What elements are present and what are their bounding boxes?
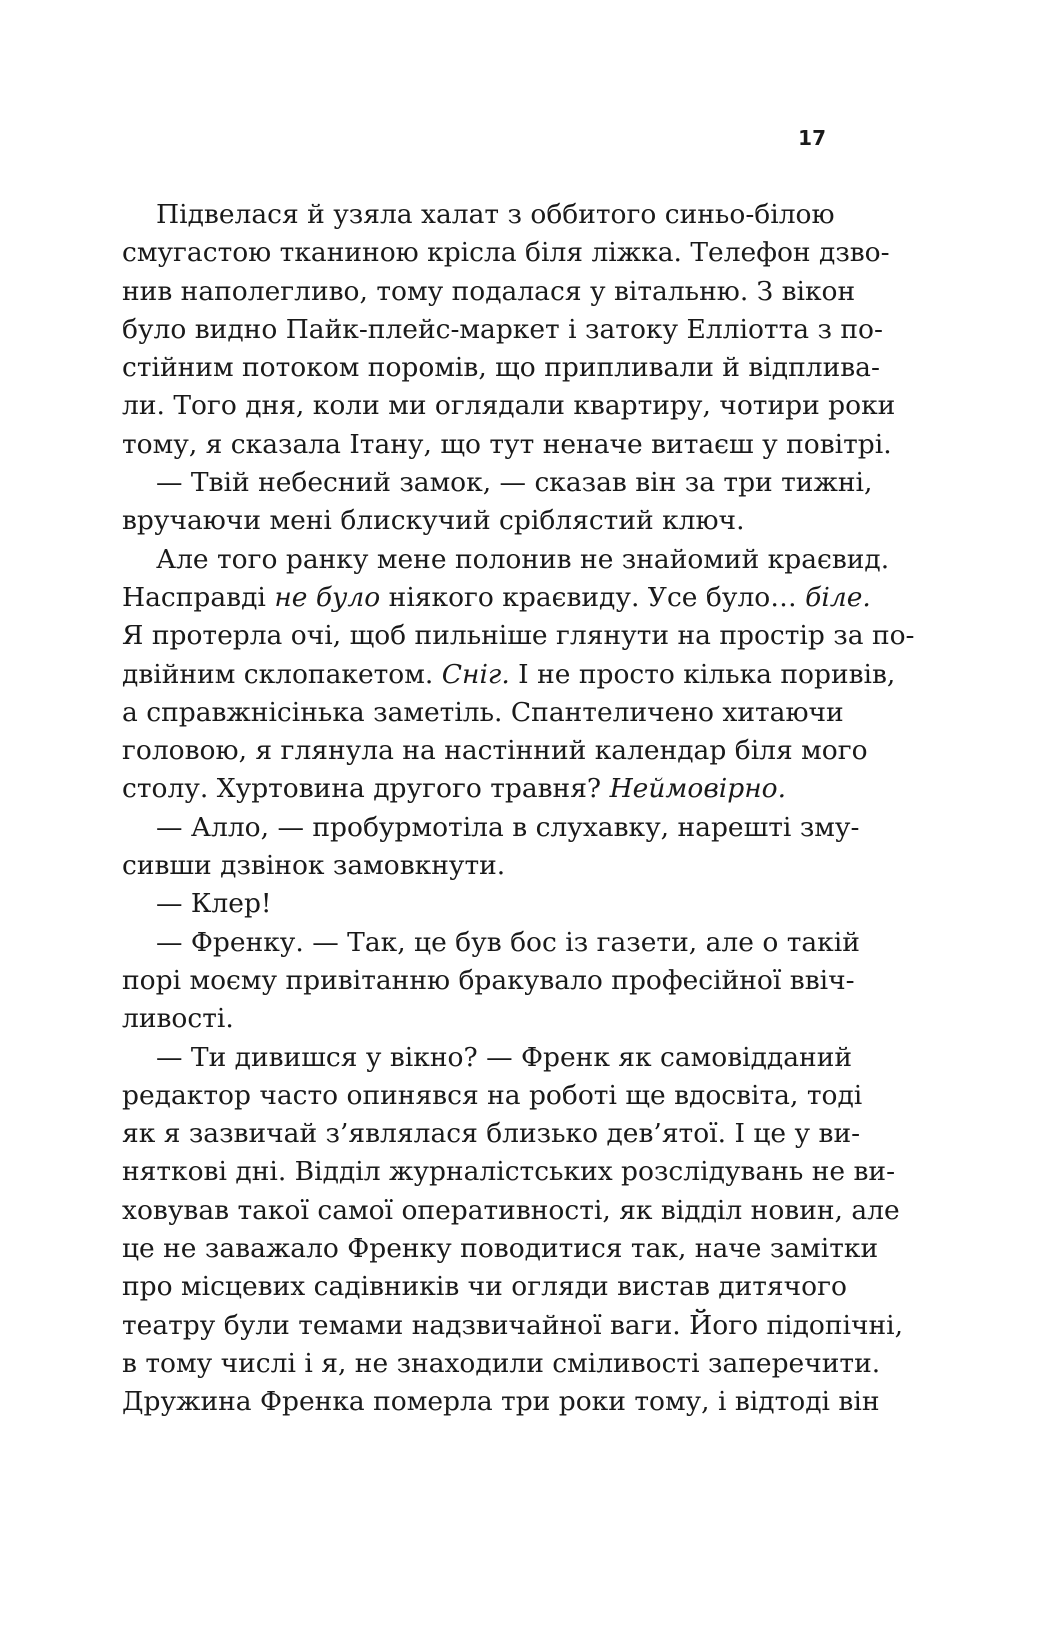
- text-line: [122, 1230, 879, 1268]
- text-segment: а справжнісінька заметіль. Спантеличено хитаючи: [122, 696, 844, 728]
- italic-text: Неймовірно.: [609, 773, 787, 805]
- text-line: [122, 502, 828, 540]
- text-segment: ховував такої самої оперативності, як відділ новин, але: [122, 1194, 900, 1226]
- text-segment: в тому числі і я, не знаходили сміливості заперечити.: [122, 1347, 881, 1379]
- body-text: [122, 196, 915, 1422]
- text-segment: Я протерла очі, щоб пильніше глянути на простір за по-: [122, 620, 915, 652]
- text-segment: — Алло, — пробурмотіла в слухавку, нарешті зму-: [156, 811, 860, 843]
- text-segment: вручаючи мені блискучий сріблястий ключ.: [122, 505, 745, 537]
- text-line: [122, 464, 873, 502]
- text-line: [122, 1077, 863, 1115]
- text-segment: було видно Пайк-плейс-маркет і затоку Еллiотта з по-: [122, 313, 883, 345]
- text-line: [122, 196, 835, 234]
- text-line: [122, 694, 844, 732]
- text-line: [122, 1000, 828, 1038]
- text-segment: смугастою тканиною крісла біля ліжка. Телефон дзво-: [122, 237, 890, 269]
- text-segment: це не заважало Френку поводитися так, наче замітки: [122, 1233, 879, 1265]
- italic-text: біле.: [805, 581, 871, 613]
- text-line: [122, 311, 883, 349]
- text-line: [122, 273, 856, 311]
- text-line: [122, 770, 828, 808]
- text-line: [122, 1153, 896, 1191]
- text-segment: ніякого краєвиду. Усе було…: [380, 581, 806, 613]
- text-line: [122, 656, 896, 694]
- text-segment: сивши дзвінок замовкнути.: [122, 850, 506, 882]
- text-line: [122, 349, 880, 387]
- text-segment: як я зазвичай з’являлася близько дев’ятої. І це у ви-: [122, 1118, 861, 1150]
- text-line: [122, 1307, 904, 1345]
- text-segment: няткові дні. Відділ журналістських розслідувань не ви-: [122, 1156, 896, 1188]
- italic-text: не було: [274, 581, 381, 613]
- text-segment: — Твій небесний замок, — сказав він за три тижні,: [156, 467, 873, 499]
- text-segment: головою, я глянула на настінний календар біля мого: [122, 735, 868, 767]
- text-segment: — Клер!: [156, 888, 272, 920]
- text-segment: Але того ранку мене полонив не знайомий краєвид.: [156, 543, 890, 575]
- text-line: [122, 426, 892, 464]
- text-segment: театру були темами надзвичайної ваги. Його підопічні,: [122, 1309, 904, 1341]
- text-line: [122, 541, 890, 579]
- text-line: [122, 387, 896, 425]
- text-line: [122, 1039, 853, 1077]
- text-line: [122, 847, 828, 885]
- text-segment: — Френку. — Так, це був бос із газети, але о такій: [156, 926, 860, 958]
- text-line: [122, 732, 868, 770]
- text-line: [122, 1192, 900, 1230]
- text-line: [122, 1115, 861, 1153]
- page-number: 17: [798, 126, 826, 150]
- text-line: [122, 1383, 880, 1421]
- text-line: [122, 617, 915, 655]
- text-line: [122, 1268, 847, 1306]
- text-segment: столу. Хуртовина другого травня?: [122, 773, 610, 805]
- text-segment: про місцевих садівників чи огляди вистав дитячого: [122, 1271, 847, 1303]
- text-line: [122, 579, 871, 617]
- text-segment: ливості.: [122, 1003, 234, 1035]
- text-segment: порі моєму привітанню бракувало професійної ввіч-: [122, 964, 855, 996]
- italic-text: Сніг.: [441, 658, 510, 690]
- text-segment: Підвелася й узяла халат з оббитого синьо-білою: [156, 199, 835, 230]
- text-line: [122, 234, 890, 272]
- text-segment: І не просто кілька поривів,: [509, 658, 896, 690]
- text-segment: двійним склопакетом.: [122, 658, 442, 690]
- text-line: [122, 1345, 881, 1383]
- text-line: [122, 962, 855, 1000]
- text-segment: тому, я сказала Ітану, що тут неначе витаєш у повітрі.: [122, 428, 892, 460]
- text-segment: Насправді: [122, 581, 275, 613]
- text-segment: ли. Того дня, коли ми оглядали квартиру, чотири роки: [122, 390, 896, 422]
- text-line: [122, 809, 860, 847]
- text-line: [122, 924, 860, 962]
- text-segment: стійним потоком поромів, що припливали й відплива-: [122, 352, 880, 384]
- text-segment: редактор часто опинявся на роботі ще вдосвіта, тоді: [122, 1079, 863, 1111]
- text-segment: нив наполегливо, тому подалася у вітальню. З вікон: [122, 275, 856, 307]
- text-segment: — Ти дивишся у вікно? — Френк як самовідданий: [156, 1041, 853, 1073]
- text-segment: Дружина Френка померла три роки тому, і відтоді він: [122, 1386, 880, 1418]
- text-line: [122, 885, 828, 923]
